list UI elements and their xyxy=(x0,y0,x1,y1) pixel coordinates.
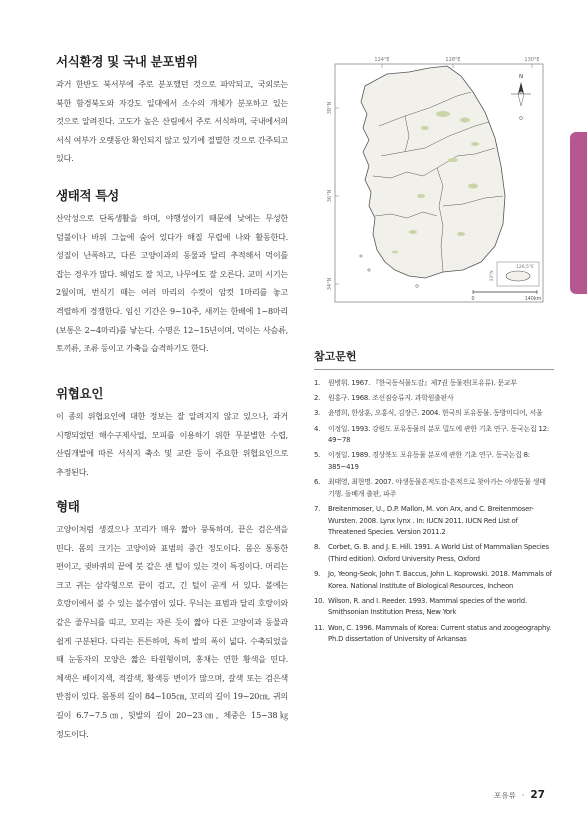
reference-item: 1. 원병휘. 1967. 『한국동식물도감』제7권 동물편(포유류). 문교부 xyxy=(314,379,517,387)
section-body: 과거 한반도 북서부에 주로 분포했던 것으로 파악되고, 국외로는 북한 함경북도와 자강도 일대에서 소수의 개체가 분포하고 있는 것으로 알려진다. 고도가 높은 산림에서 주로 서식하며, 국내에서의 서식 여부가 오랫동안 확인되지 않고 있기에 절멸한 것으로 간주되고 있다. xyxy=(56,79,288,164)
island xyxy=(520,117,523,120)
section-title: 생태적 특성 xyxy=(56,188,119,203)
page-footer xyxy=(494,789,545,801)
references xyxy=(314,348,554,649)
reference-item: 3. 윤명희, 한상훈, 오홍식, 김장근. 2004. 한국의 포유동물. 동방미디어, 서울 xyxy=(314,409,543,418)
divider xyxy=(314,369,554,370)
page-number: 27 xyxy=(530,789,545,801)
scale-start: 0 xyxy=(471,297,475,302)
inset-lon: 126.5°E xyxy=(516,265,534,270)
section-ecology xyxy=(56,186,288,358)
reference-item: 8. Corbet, G. B. and J. E. Hill. 1991. A World List of Mammalian Species (Third edition). Oxford University Press, Oxford xyxy=(314,543,549,563)
north-label: N xyxy=(518,74,524,80)
lon-label: 130°E xyxy=(524,57,540,63)
reference-item: 4. 이정일. 1993. 강원도 포유동물의 분포 밀도에 관한 기초 연구. 동국논집 12: 49~78 xyxy=(314,424,549,445)
reference-item: 2. 원홍구. 1968. 조선짐승류지. 과학원출판사 xyxy=(314,394,454,403)
reference-item: 6. 최태영, 최현명. 2007. 야생동물흔적도감-흔적으로 찾아가는 야생동물 생태 기행. 돌베개 출판, 파주 xyxy=(314,478,546,498)
chapter-tab xyxy=(570,132,587,294)
reference-item: 11. Won, C. 1996. Mammals of Korea: Current status and zoogeography. Ph.D dissertation of University of Arkansas xyxy=(314,623,551,644)
lon-label: 128°E xyxy=(445,57,461,63)
reference-item: 5. 이정일. 1989. 경상북도 포유동물 분포에 관한 기초 연구. 동국논집 8: 385~419 xyxy=(314,451,530,471)
section-body: 고양이처럼 생겼으나 꼬리가 매우 짧아 뭉툭하며, 끝은 검은색을 띤다. 몸의 크기는 고양이와 표범의 중간 정도이다. 몸은 통통한 편이고, 귓바퀴의 끝에 붓 같은 센 털이 있는 것이 특징이다. 머리는 크고 귀는 삼각형으로 끝이 검고, 긴 털이 곧게 서 있다. 볼에는 호랑이에서 볼 수 있는 볼수염이 있다. 무늬는 표범과 달리 호랑이와 같은 줄무늬를 띠고, 꼬리는 자른 듯이 짧아 다른 고양이과 동물과 쉽게 구분된다. 다리는 튼튼하며, 특히 발의 폭이 넓다. 수축되었을 때 눈동자의 모양은 짧은 타원형이며, 홍채는 연한 황색을 띤다. 체색은 베이지색, 적갈색, 황색등 변이가 많으며, 갈색 또는 검은색 반점이 있다. 몸통의 길이 84~105㎝, 꼬리의 길이 19~20㎝, 귀의 길이 6.7~7.5㎝, 뒷발의 길이 20~23㎝, 체중은 15~38㎏ 정도이다. xyxy=(56,524,288,739)
map-svg xyxy=(325,56,548,308)
scale-end: 140km xyxy=(524,297,542,302)
section-title: 위협요인 xyxy=(56,386,104,401)
section-body: 이 종의 위협요인에 대한 정보는 잘 알려지지 않고 있으나, 과거 시행되었던 해수구제사업, 모피를 이용하기 위한 무분별한 수렵, 산림개발에 따른 서식지 축소 및 교란 등이 주요한 위협요인으로 추정된다. xyxy=(56,411,288,477)
section-title: 서식환경 및 국내 분포범위 xyxy=(56,54,198,69)
reference-item: 9. Jo, Yeong-Seok, John T. Baccus, John L. Koprowski. 2018. Mammals of Korea. National Institute of Biological Resources, Incheon xyxy=(314,570,552,590)
lat-label: 34°N xyxy=(327,277,333,291)
section-threats xyxy=(56,384,288,481)
lon-label: 124°E xyxy=(374,57,390,63)
lat-label: 36°N xyxy=(327,189,333,203)
references-title: 참고문헌 xyxy=(314,350,357,363)
separator-dot: · xyxy=(521,790,525,800)
inset-lat: 33°N xyxy=(490,270,495,282)
reference-item: 7. Breitenmoser, U., D.P. Mallon, M. von Arx, and C. Breitenmoser-Wursten. 2008. Lynx lynx . In: IUCN 2011. IUCN Red List of Threatened Species. Version 2011.2 xyxy=(314,504,534,537)
lat-label: 38°N xyxy=(327,101,333,115)
reference-item: 10. Wilson, R. and I. Reeder. 1993. Mammal species of the world. Smithsonian Institution Press, New York xyxy=(314,596,527,617)
distribution-map xyxy=(325,56,548,308)
footer-category: 포유류 xyxy=(494,790,516,800)
section-title: 형태 xyxy=(56,499,80,514)
reference-list xyxy=(314,378,554,646)
section-habitat xyxy=(56,52,288,168)
section-body: 산악성으로 단독생활을 하며, 야행성이기 때문에 낮에는 무성한 덤불이나 바위 그늘에 숨어 있다가 해질 무렵에 나와 활동한다. 성질이 난폭하고, 다른 고양이과의 동물과 달리 추적해서 먹이를 잡는 경우가 많다. 헤엄도 잘 치고, 나무에도 잘 오른다. 교미 시기는 2월이며, 번식기 때는 여러 마리의 수컷이 암컷 1마리를 놓고 격렬하게 경쟁한다. 임신 기간은 9~10주, 새끼는 한배에 1~8마리(보통은 2~4마리)를 낳는다. 수명은 12~15년이며, 먹이는 사슴류, 토끼류, 조류 등이고 가축을 습격하기도 한다. xyxy=(56,213,288,354)
section-morphology xyxy=(56,497,288,743)
